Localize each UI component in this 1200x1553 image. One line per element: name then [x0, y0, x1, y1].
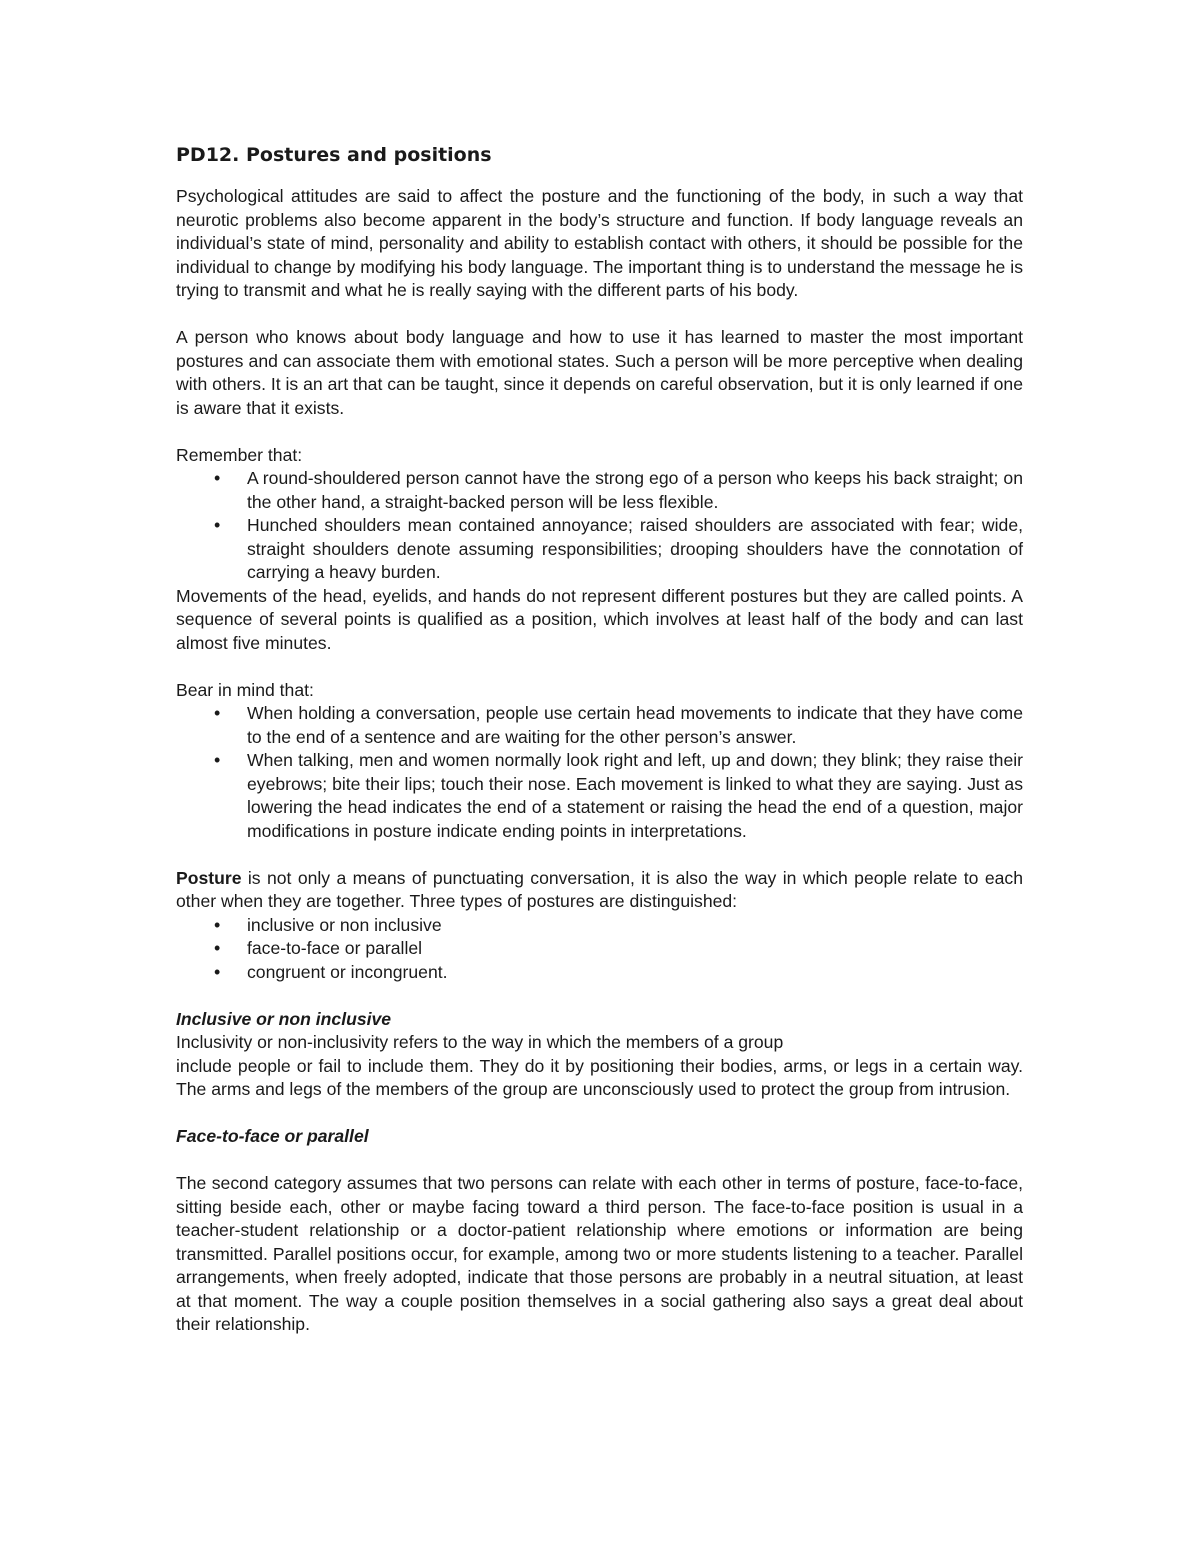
spacer: [176, 1102, 1023, 1126]
bullet-icon: •: [214, 515, 221, 535]
bullet-icon: •: [214, 938, 221, 958]
paragraph-body-language: A person who knows about body language and how to use it has learned to master the most important postures and can associate them with emotional states. Such a person will be more perceptive when dealing with others. It is an art that can be taught, since it depends on careful observation, but it is only learned if one is aware that it exists.: [176, 327, 1023, 418]
bullet-icon: •: [214, 703, 221, 723]
spacer: [176, 984, 1023, 1008]
list-item: [176, 514, 1023, 585]
list-item-text: When holding a conversation, people use certain head movements to indicate that they have come to the end of a sentence and are waiting for the other person’s answer.: [247, 703, 1023, 747]
spacer: [176, 655, 1023, 679]
list-item-text: inclusive or non inclusive: [247, 914, 442, 935]
list-item: [176, 961, 1023, 985]
list-item: [176, 914, 1023, 938]
posture-bold-word: Posture: [176, 867, 242, 888]
inclusive-body: include people or fail to include them. They do it by positioning their bodies, arms, or legs in a certain way. The arms and legs of the members of the group are unconsciously used to protect the group from intrusion.: [176, 1055, 1023, 1099]
page-title: PD12. Postures and positions: [176, 144, 492, 166]
posture-text: is not only a means of punctuating conversation, it is also the way in which people relate to each other when they are together. Three types of postures are distinguished:: [176, 867, 1023, 911]
paragraph-points: Movements of the head, eyelids, and hands do not represent different postures but they are called points. A sequence of several points is qualified as a position, which involves at least half of the body and can last almost five minutes.: [176, 585, 1023, 653]
list-item-text: congruent or incongruent.: [247, 961, 448, 982]
list-item-text: A round-shouldered person cannot have the strong ego of a person who keeps his back straight; on the other hand, a straight-backed person will be less flexible.: [247, 468, 1023, 512]
section-heading-inclusive: Inclusive or non inclusive: [176, 1008, 392, 1029]
paragraph-posture: [176, 867, 1023, 914]
bear-label: Bear in mind that:: [176, 679, 314, 700]
bullet-icon: •: [214, 914, 221, 935]
bullet-icon: •: [214, 961, 221, 982]
posture-types-list: [176, 914, 1023, 985]
list-item: [176, 702, 1023, 749]
spacer: [176, 1149, 1023, 1173]
list-item-text: Hunched shoulders mean contained annoyance; raised shoulders are associated with fear; wide, straight shoulders denote assuming responsibilities; drooping shoulders have the connotation of carrying a heavy burden.: [247, 515, 1023, 582]
list-item: [176, 749, 1023, 843]
paragraph-intro: Psychological attitudes are said to affect the posture and the functioning of the body, in such a way that neurotic problems also become apparent in the body’s structure and function. If body language reveals an individual’s state of mind, personality and ability to establish contact with others, it should be possible for the individual to change by modifying his body language. The important thing is to understand the message he is trying to transmit and what he is really saying with the different parts of his body.: [176, 186, 1023, 300]
spacer: [176, 303, 1023, 327]
list-item: [176, 937, 1023, 961]
spacer: [176, 843, 1023, 867]
remember-label: Remember that:: [176, 444, 303, 465]
section-heading-face-to-face: Face-to-face or parallel: [176, 1126, 369, 1146]
bear-list: [176, 702, 1023, 843]
list-item-text: face-to-face or parallel: [247, 938, 423, 958]
face-to-face-body: The second category assumes that two persons can relate with each other in terms of posture, face-to-face, sitting beside each, other or maybe facing toward a third person. The face-to-face position is usual in a teacher-student relationship or a doctor-patient relationship where emotions or information are being transmitted. Parallel positions occur, for example, among two or more students listening to a teacher. Parallel arrangements, when freely adopted, indicate that those persons are probably in a neutral situation, at least at that moment. The way a couple position themselves in a social gathering also says a great deal about their relationship.: [176, 1173, 1023, 1334]
remember-list: [176, 467, 1023, 585]
bullet-icon: •: [214, 750, 221, 770]
inclusive-line-1: Inclusivity or non-inclusivity refers to the way in which the members of a group: [176, 1032, 784, 1052]
document-page: [176, 140, 1023, 1337]
spacer: [176, 420, 1023, 444]
bullet-icon: •: [214, 468, 221, 488]
list-item-text: When talking, men and women normally look right and left, up and down; they blink; they raise their eyebrows; bite their lips; touch their nose. Each movement is linked to what they are saying. Just as lowering the head indicates the end of a statement or raising the head the end of a question, major modifications in posture indicate ending points in interpretations.: [247, 750, 1023, 841]
list-item: [176, 467, 1023, 514]
